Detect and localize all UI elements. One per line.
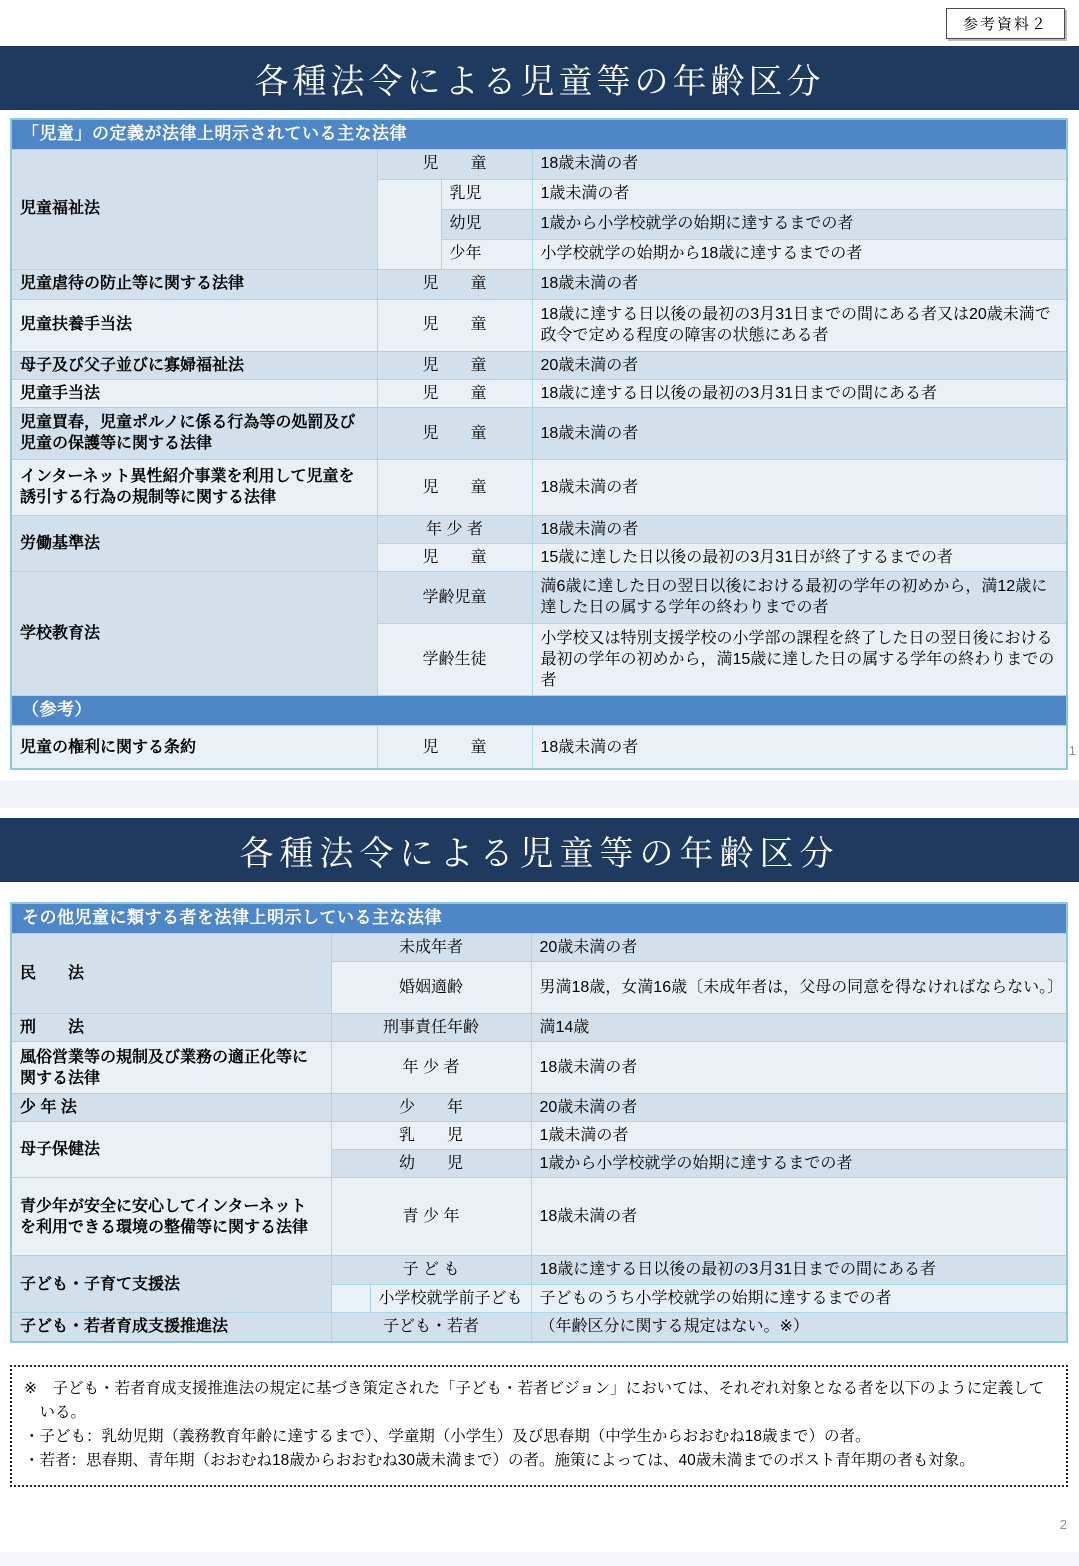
table-row <box>11 459 1067 515</box>
law-name-cell: 風俗営業等の規制及び業務の適正化等に関する法律 <box>11 1042 331 1094</box>
table-row <box>11 269 1067 299</box>
term-cell: 学齢児童 <box>377 571 532 623</box>
law-name-cell: 子ども・若者育成支援推進法 <box>11 1312 331 1342</box>
law-name-cell: 児童福祉法 <box>11 149 377 269</box>
slide-2 <box>0 818 1079 1487</box>
definition-cell: 20歳未満の者 <box>531 1094 1067 1122</box>
definition-cell: 1歳から小学校就学の始期に達するまでの者 <box>531 1150 1067 1178</box>
definition-cell: 18歳未満の者 <box>532 269 1067 299</box>
term-cell: 児 童 <box>377 299 532 351</box>
definition-cell: 18歳未満の者 <box>532 407 1067 459</box>
definition-cell: 18歳に達する日以後の最初の3月31日までの間にある者 <box>531 1256 1067 1284</box>
law-name-cell: 少 年 法 <box>11 1094 331 1122</box>
table2-header: その他児童に類する者を法律上明示している主な法律 <box>11 903 1067 933</box>
table-row <box>11 379 1067 407</box>
term-cell: 未成年者 <box>331 933 531 961</box>
definition-cell: 20歳未満の者 <box>532 351 1067 379</box>
term-cell: 青 少 年 <box>331 1178 531 1256</box>
law-name-cell: 児童の権利に関する条約 <box>11 725 377 769</box>
term-cell: 少 年 <box>331 1094 531 1122</box>
definition-cell: （年齢区分に関する規定はない。※） <box>531 1312 1067 1342</box>
definition-cell: 15歳に達した日以後の最初の3月31日が終了するまでの者 <box>532 543 1067 571</box>
law-name-cell: 労働基準法 <box>11 515 377 571</box>
law-name-cell: 児童虐待の防止等に関する法律 <box>11 269 377 299</box>
slide1-title-bar <box>0 46 1079 110</box>
term-cell: 学齢生徒 <box>377 623 532 695</box>
term-cell: 年 少 者 <box>377 515 532 543</box>
reference-label: 参考資料２ <box>962 16 1048 33</box>
table-child-definition-laws <box>10 118 1068 770</box>
table-row <box>11 1122 1067 1150</box>
page-number-2: 2 <box>1059 1517 1067 1532</box>
definition-cell: 1歳から小学校就学の始期に達するまでの者 <box>532 209 1067 239</box>
table1-header: 「児童」の定義が法律上明示されている主な法律 <box>11 119 1067 149</box>
bottom-page-edge-strip <box>0 1552 1079 1566</box>
definition-cell: 18歳に達する日以後の最初の3月31日までの間にある者又は20歳未満で政令で定める程度の障害の状態にある者 <box>532 299 1067 351</box>
definition-cell: 18歳未満の者 <box>532 459 1067 515</box>
term-cell: 刑事責任年齢 <box>331 1014 531 1042</box>
definition-cell: 満6歳に達した日の翌日以後における最初の学年の初めから，満12歳に達した日の属する学年の終わりまでの者 <box>532 571 1067 623</box>
page-gap-strip <box>0 780 1079 808</box>
definition-cell: 18歳に達する日以後の最初の3月31日までの間にある者 <box>532 379 1067 407</box>
definition-cell: 18歳未満の者 <box>531 1178 1067 1256</box>
term-cell: 児 童 <box>377 149 532 179</box>
term-cell: 小学校就学前子ども <box>370 1284 531 1312</box>
table-row <box>11 1178 1067 1256</box>
definition-cell: 1歳未満の者 <box>532 179 1067 209</box>
definition-cell: 小学校又は特別支援学校の小学部の課程を終了した日の翌日後における最初の学年の初めから，満15歳に達した日の属する学年の終わりまでの者 <box>532 623 1067 695</box>
reference-band-label: （参考） <box>11 695 1067 725</box>
footnote-line: ※ 子ども・若者育成支援推進法の規定に基づき策定された「子ども・若者ビジョン」においては、それぞれ対象となる者を以下のように定義している。 <box>24 1380 1045 1422</box>
table-row <box>11 351 1067 379</box>
term-cell: 児 童 <box>377 407 532 459</box>
reference-label-box <box>946 8 1065 39</box>
slide2-title-bar <box>0 818 1079 882</box>
law-name-cell: 青少年が安全に安心してインターネットを利用できる環境の整備等に関する法律 <box>11 1178 331 1256</box>
term-cell: 児 童 <box>377 459 532 515</box>
definition-cell: 18歳未満の者 <box>532 149 1067 179</box>
indent-spacer-cell <box>331 1284 370 1312</box>
definition-cell: 1歳未満の者 <box>531 1122 1067 1150</box>
law-name-cell: 児童買春，児童ポルノに係る行為等の処罰及び児童の保護等に関する法律 <box>11 407 377 459</box>
law-name-cell: 児童扶養手当法 <box>11 299 377 351</box>
term-cell: 児 童 <box>377 269 532 299</box>
law-name-cell: インターネット異性紹介事業を利用して児童を誘引する行為の規制等に関する法律 <box>11 459 377 515</box>
table-row <box>11 299 1067 351</box>
definition-cell: 子どものうち小学校就学の始期に達するまでの者 <box>531 1284 1067 1312</box>
term-cell: 乳児 <box>441 179 532 209</box>
definition-cell: 18歳未満の者 <box>531 1042 1067 1094</box>
term-cell: 児 童 <box>377 351 532 379</box>
law-name-cell: 刑 法 <box>11 1014 331 1042</box>
definition-cell: 小学校就学の始期から18歳に達するまでの者 <box>532 239 1067 269</box>
term-cell: 幼 児 <box>331 1150 531 1178</box>
law-name-cell: 母子及び父子並びに寡婦福祉法 <box>11 351 377 379</box>
term-cell: 児 童 <box>377 543 532 571</box>
table-row <box>11 933 1067 961</box>
term-cell: 少年 <box>441 239 532 269</box>
footnote-box <box>10 1365 1068 1487</box>
table-row <box>11 571 1067 623</box>
table-row <box>11 1014 1067 1042</box>
term-cell: 児 童 <box>377 725 532 769</box>
law-name-cell: 児童手当法 <box>11 379 377 407</box>
table-row <box>11 1256 1067 1284</box>
table2-header-row <box>11 903 1067 933</box>
table-row <box>11 1094 1067 1122</box>
term-cell: 乳 児 <box>331 1122 531 1150</box>
slide-1 <box>0 0 1079 770</box>
table-row <box>11 407 1067 459</box>
table-row <box>11 515 1067 543</box>
term-cell: 子ども・若者 <box>331 1312 531 1342</box>
footnote-line: ・子ども：乳幼児期（義務教育年齢に達するまで）、学童期（小学生）及び思春期（中学生からおおむね18歳まで）の者。 <box>24 1428 871 1446</box>
term-cell: 婚姻適齢 <box>331 962 531 1014</box>
table-row <box>11 725 1067 769</box>
page-number-1: 1 <box>1068 743 1076 759</box>
indent-spacer-cell <box>377 179 441 269</box>
law-name-cell: 子ども・子育て支援法 <box>11 1256 331 1312</box>
table-row <box>11 149 1067 179</box>
term-cell: 幼児 <box>441 209 532 239</box>
table1-header-row <box>11 119 1067 149</box>
slide1-title: 各種法令による児童等の年齢区分 <box>254 62 825 101</box>
definition-cell: 男満18歳，女満16歳〔未成年者は，父母の同意を得なければならない。〕 <box>531 962 1067 1014</box>
definition-cell: 18歳未満の者 <box>532 725 1067 769</box>
law-name-cell: 民 法 <box>11 933 331 1013</box>
footnote-line: ・若者：思春期、青年期（おおむね18歳からおおむね30歳未満まで）の者。施策によっては、40歳未満までのポスト青年期の者も対象。 <box>24 1452 975 1470</box>
term-cell: 児 童 <box>377 379 532 407</box>
table-row <box>11 1042 1067 1094</box>
table1-reference-band <box>11 695 1067 725</box>
law-name-cell: 学校教育法 <box>11 571 377 695</box>
definition-cell: 18歳未満の者 <box>532 515 1067 543</box>
table-other-child-like-laws <box>10 902 1068 1343</box>
term-cell: 年 少 者 <box>331 1042 531 1094</box>
term-cell: 子 ど も <box>331 1256 531 1284</box>
law-name-cell: 母子保健法 <box>11 1122 331 1178</box>
table-row <box>11 1312 1067 1342</box>
definition-cell: 満14歳 <box>531 1014 1067 1042</box>
definition-cell: 20歳未満の者 <box>531 933 1067 961</box>
slide2-title: 各種法令による児童等の年齢区分 <box>239 834 840 873</box>
